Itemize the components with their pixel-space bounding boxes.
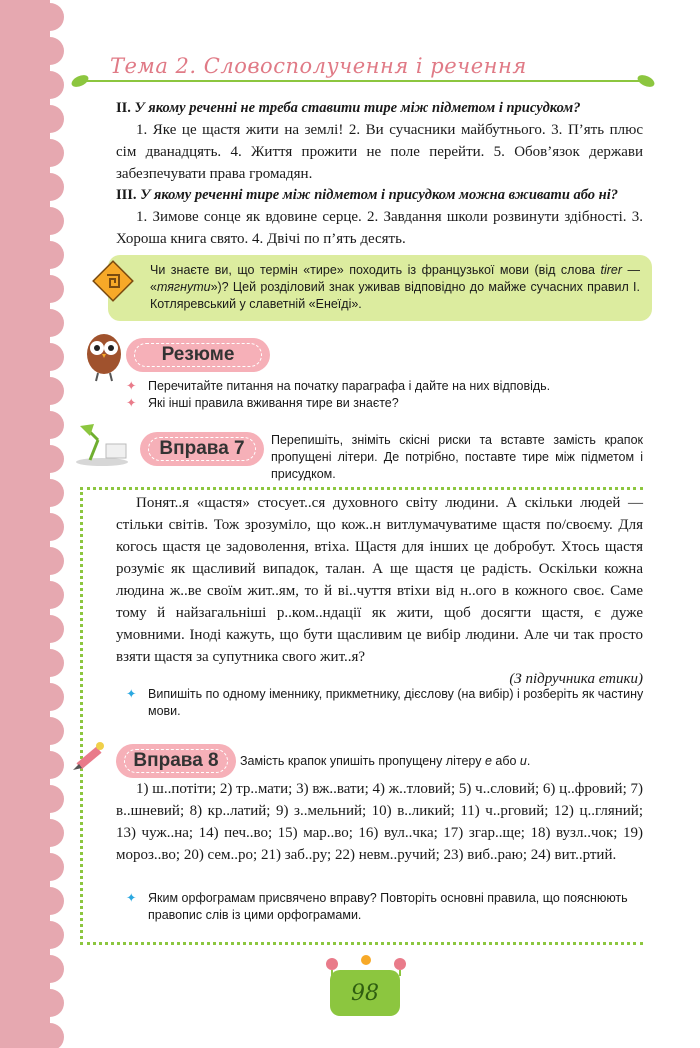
exercise-7-text: Понят..я «щастя» стосует..ся духовного світу людини. А скільки людей — стільки світів. Тож зрозуміло, що кож..н витлумачуватиме щастя по/своєму. Для когось щастя це задоволення, втіха. Щастя для інших це добробут. Хтось щастя розуміє як щасливий випадок, талан. А ще щастя це радість. Оскільки кожна людина ж..ве своїм жит..ям, то й ві..чуття втіхи від н..ого в кожного своє. Саме тому й найзагальніші р..ком..ндації як жити, щоб досягти щастя, є дуже умовними. Іноді кажуть, що бути щасливим це вибір людини. Але чи так просто взяти щастя за супутника свого жит..я? (116, 495, 643, 665)
exercise-8-banner (116, 744, 236, 778)
list-item: ✦ Перечитайте питання на початку параграфа і дайте на них відповідь. (126, 379, 551, 393)
task-3-question: ІІІ. У якому реченні тире між підметом і присудком можна вживати або ні? (116, 187, 619, 203)
owl-icon (84, 326, 124, 382)
did-you-know-text: Чи знаєте ви, що термін «тире» походить із французької мови (від слова tirer — «тягнути»)? Цей розділовий знак уживав відповідно до майже сучасних правил І. Котляревський у славетній «Енеїді». (150, 263, 640, 311)
star-bullet-icon: ✦ (126, 891, 137, 905)
task-2 (116, 97, 643, 185)
exercise-7-task (126, 686, 646, 720)
task-2-text: 1. Яке це щастя жити на землі! 2. Ви сучасники майбутнього. 3. П’ять плюс сім дванадцять. 4. Життя прожити не поле перейти. 5. Обов’язок держави забезпечувати права громадян. (116, 122, 643, 182)
exercise-8-text: 1) ш..потіти; 2) тр..мати; 3) вж..вати; 4) ж..тловий; 5) ч..словий; 6) ц..фровий; 7) в..шневий; 8) кр..латий; 9) з..мельний; 10) в..ликий; 11) ч..рговий; 12) ц..гляний; 13) чуж..на; 14) печ..во; 15) мар..во; 16) вул..чка; 17) згар..ще; 18) вузл..чок; 19) мороз..во; 20) сем..ро; 21) заб..ру; 22) невм..ручий; 23) виб..раю; 24) вит..ртий. (116, 781, 643, 863)
resume-banner (126, 338, 270, 372)
star-bullet-icon: ✦ (126, 687, 137, 701)
list-item: ✦ Випишіть по одному іменнику, прикметнику, дієслову (на вибір) і розберіть як частину мови. (126, 687, 644, 718)
list-item: ✦ Які інші правила вживання тире ви знаєте? (126, 396, 399, 410)
resume-label: Резюме (161, 344, 235, 365)
page-number: 98 (330, 970, 400, 1016)
leaf-icon (636, 72, 656, 90)
task-3 (116, 184, 643, 250)
star-bullet-icon: ✦ (126, 379, 137, 393)
exercise-8-text-block (116, 778, 643, 866)
desk-lamp-icon (70, 420, 134, 468)
exercise-8-instruction: Замість крапок упишіть пропущену літеру е або и. (240, 754, 531, 768)
topic-title: Тема 2. Словосполучення і речення (110, 54, 527, 78)
task-3-text: 1. Зимове сонце як вдовине серце. 2. Завдання школи розвинути здібності. 3. Хороша книга свято. 4. Двічі по п’ять десять. (116, 209, 643, 247)
header-divider (80, 80, 650, 82)
topic-header (70, 50, 660, 90)
exercise-7-text-block (116, 492, 643, 690)
exercise-8-label: Вправа 8 (133, 750, 219, 771)
exercise-8-task (126, 890, 642, 924)
exercise-7-banner (140, 432, 264, 466)
pencil-icon (70, 738, 110, 776)
exercise-7-label: Вправа 7 (159, 438, 245, 459)
info-spiral-icon (90, 258, 136, 304)
resume-list (126, 378, 636, 412)
exercise-7-instruction: Перепишіть, зніміть скісні риски та вставте замість крапок пропущені літери. Де потрібно, поставте тире між підметом і присудком. (271, 433, 643, 481)
star-bullet-icon: ✦ (126, 396, 137, 410)
exercise-7-source: (З підручника етики) (509, 671, 643, 687)
leaf-icon (70, 72, 90, 90)
task-2-question: ІІ. У якому реченні не треба ставити тире між підметом і присудком? (116, 100, 581, 116)
scalloped-edge (50, 0, 74, 1048)
list-item: ✦ Яким орфограмам присвячено вправу? Повторіть основні правила, що пояснюють правопис слів із цими орфограмами. (126, 891, 628, 922)
